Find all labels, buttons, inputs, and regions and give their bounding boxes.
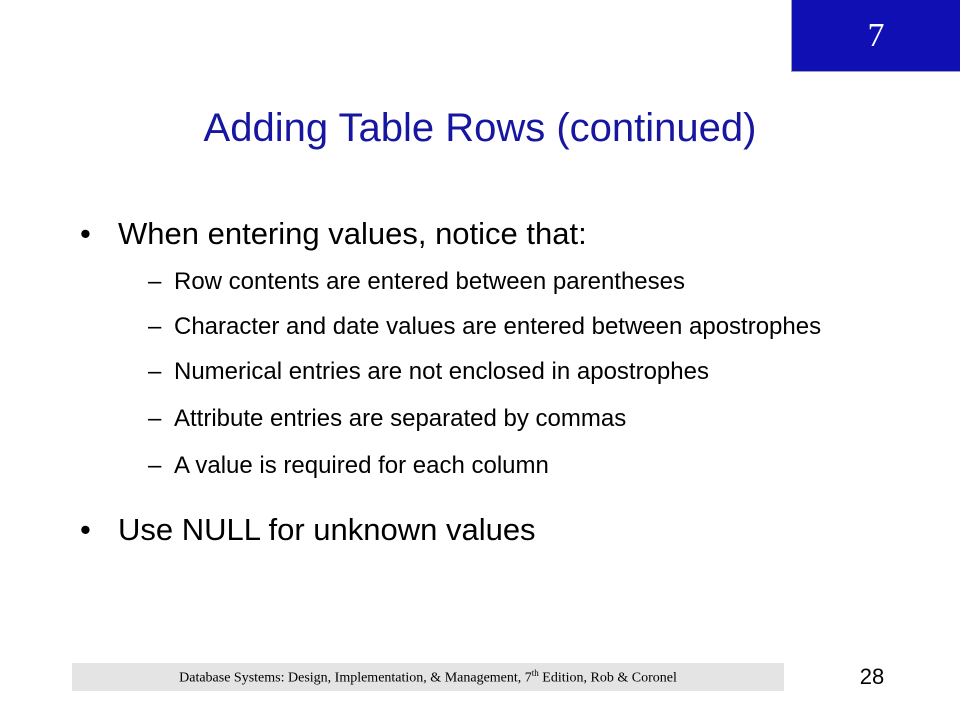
slide-content — [80, 214, 900, 550]
dash-marker: – — [148, 313, 162, 340]
footer-bar — [72, 663, 784, 691]
sub-bullet-text: Attribute entries are separated by commas — [174, 405, 627, 432]
footer-text: Database Systems: Design, Implementation, & Management, 7th Edition, Rob & Coronel — [179, 667, 677, 686]
dash-marker: – — [148, 452, 162, 479]
sub-bullet-item — [148, 357, 900, 387]
dash-marker: – — [148, 268, 162, 295]
chapter-number: 7 — [867, 16, 885, 54]
sub-bullet-text: Numerical entries are not enclosed in apostrophes — [174, 358, 709, 385]
bullet-text: When entering values, notice that: — [118, 216, 587, 251]
slide-title: Adding Table Rows (continued) — [203, 106, 757, 150]
page-number: 28 — [859, 664, 885, 689]
sub-bullet-item — [148, 267, 900, 297]
bullet-marker: • — [80, 216, 91, 251]
sub-bullet-text: A value is required for each column — [174, 452, 549, 479]
bullet-item — [80, 510, 900, 550]
sub-bullet-item — [148, 404, 900, 434]
bullet-text: Use NULL for unknown values — [118, 512, 536, 547]
sub-bullet-item — [148, 451, 900, 481]
bullet-item — [80, 214, 900, 254]
chapter-number-box — [791, 0, 960, 72]
sub-bullet-item — [148, 312, 900, 342]
dash-marker: – — [148, 358, 162, 385]
sub-bullet-text: Character and date values are entered between apostrophes — [174, 313, 822, 340]
dash-marker: – — [148, 405, 162, 432]
bullet-marker: • — [80, 512, 91, 547]
sub-bullet-text: Row contents are entered between parentheses — [174, 268, 685, 295]
